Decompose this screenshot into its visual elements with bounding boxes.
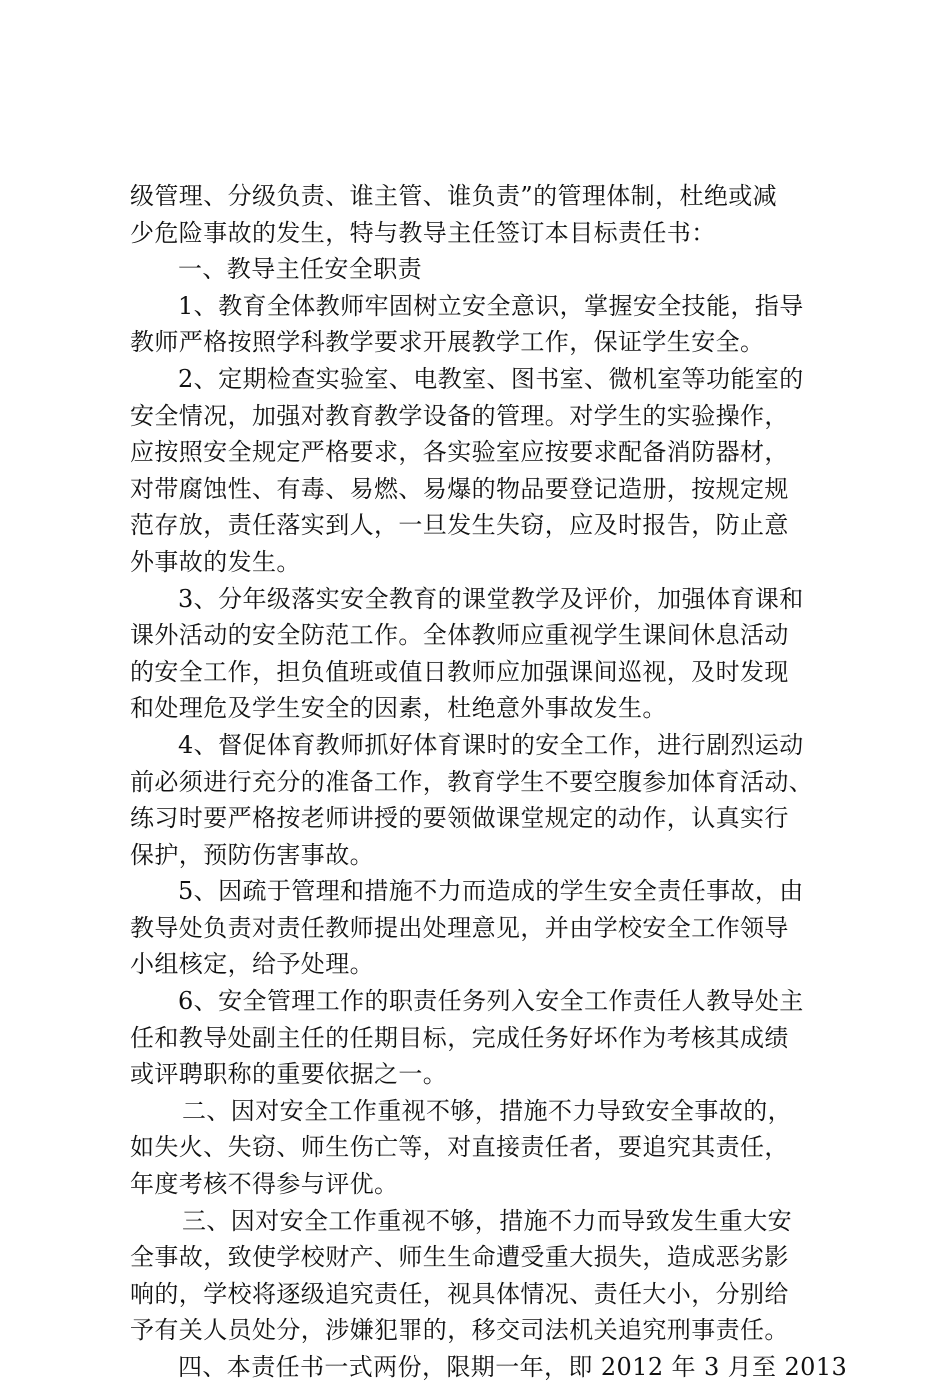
- text-line: 4、督促体育教师抓好体育课时的安全工作，进行剧烈运动: [178, 730, 804, 759]
- text-line: 6、安全管理工作的职责任务列入安全工作责任人教导处主: [178, 987, 804, 1016]
- section-paragraph: 四、本责任书一式两份，限期一年，即 2012 年 3 月至 2013: [178, 1353, 848, 1381]
- section-paragraph: 三、因对安全工作重视不够，措施不力而导致发生重大安: [182, 1206, 792, 1235]
- text-line: 少危险事故的发生，特与教导主任签订本目标责任书：: [130, 218, 716, 247]
- text-line: 予有关人员处分，涉嫌犯罪的，移交司法机关追究刑事责任。: [130, 1316, 789, 1345]
- text-line: 小组核定，给予处理。: [130, 950, 374, 979]
- text-line: 外事故的发生。: [130, 547, 301, 576]
- text-line: 级管理、分级负责、谁主管、谁负责”的管理体制，杜绝或减: [130, 182, 778, 210]
- text-line: 1、教育全体教师牢固树立安全意识，掌握安全技能，指导: [178, 291, 804, 320]
- text-line: 教导处负责对责任教师提出处理意见，并由学校安全工作领导: [130, 913, 789, 942]
- text-line: 3、分年级落实安全教育的课堂教学及评价，加强体育课和: [178, 584, 804, 613]
- text-line: 响的，学校将逐级追究责任，视具体情况、责任大小，分别给: [130, 1279, 789, 1308]
- text-line: 如失火、失窃、师生伤亡等，对直接责任者，要追究其责任，: [130, 1133, 789, 1162]
- text-line: 任和教导处副主任的任期目标，完成任务好坏作为考核其成绩: [130, 1023, 789, 1052]
- text-line: 安全情况，加强对教育教学设备的管理。对学生的实验操作，: [130, 401, 789, 430]
- text-line: 和处理危及学生安全的因素，杜绝意外事故发生。: [130, 694, 667, 723]
- section-paragraph: 二、因对安全工作重视不够，措施不力导致安全事故的，: [182, 1096, 792, 1125]
- text-line: 对带腐蚀性、有毒、易燃、易爆的物品要登记造册，按规定规: [130, 474, 789, 503]
- section-heading: 一、教导主任安全职责: [178, 255, 422, 284]
- text-line: 课外活动的安全防范工作。全体教师应重视学生课间休息活动: [130, 621, 789, 650]
- text-line: 练习时要严格按老师讲授的要领做课堂规定的动作，认真实行: [130, 804, 789, 833]
- text-line: 的安全工作，担负值班或值日教师应加强课间巡视，及时发现: [130, 657, 789, 686]
- text-line: 教师严格按照学科教学要求开展教学工作，保证学生安全。: [130, 328, 765, 357]
- text-line: 应按照安全规定严格要求，各实验室应按要求配备消防器材，: [130, 438, 789, 467]
- text-line: 前必须进行充分的准备工作，教育学生不要空腹参加体育活动、: [130, 767, 814, 796]
- text-line: 范存放，责任落实到人，一旦发生失窃，应及时报告，防止意: [130, 511, 789, 540]
- text-line: 保护，预防伤害事故。: [130, 840, 374, 869]
- text-line: 2、定期检查实验室、电教室、图书室、微机室等功能室的: [178, 364, 804, 393]
- text-line: 5、因疏于管理和措施不力而造成的学生安全责任事故，由: [178, 877, 804, 906]
- text-line: 全事故，致使学校财产、师生生命遭受重大损失，造成恶劣影: [130, 1243, 789, 1272]
- text-line: 年度考核不得参与评优。: [130, 1170, 399, 1199]
- document-body: [130, 178, 848, 1386]
- text-line: 或评聘职称的重要依据之一。: [130, 1060, 448, 1089]
